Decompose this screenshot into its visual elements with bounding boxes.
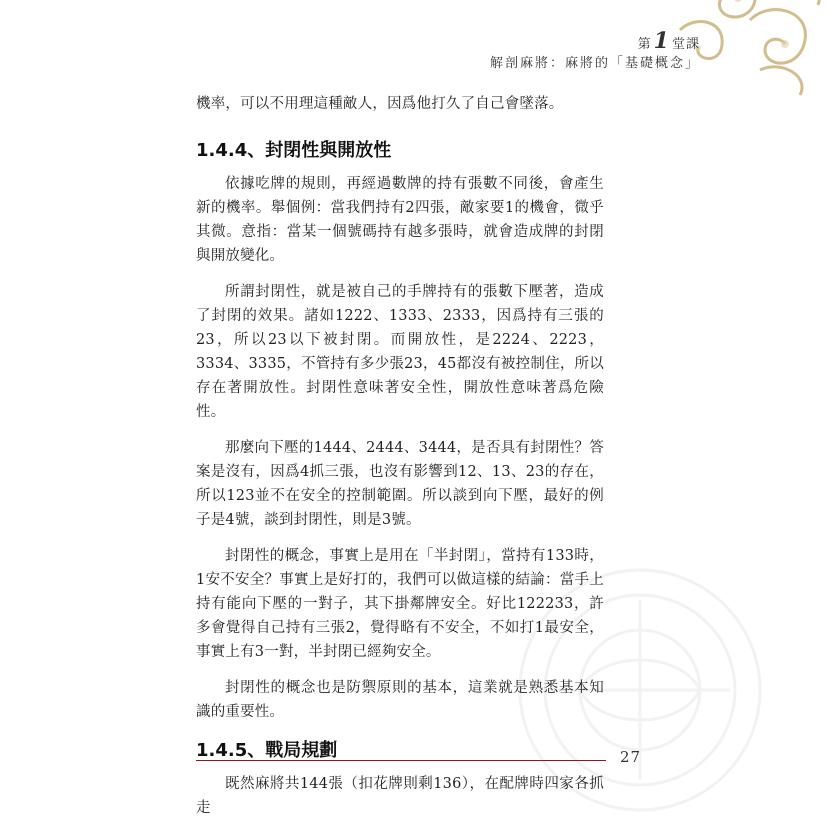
chapter-header [490, 28, 700, 72]
opening-paragraph: 機率，可以不用理這種敵人，因爲他打久了自己會墜落。 [196, 96, 564, 112]
chapter-title [490, 28, 700, 54]
section-heading-1-4-4: 1.4.4、封閉性與開放性 [196, 140, 392, 161]
page-number: 27 [620, 748, 642, 766]
paragraph: 那麼向下壓的1444、2444、3444，是否具有封閉性？答案是沒有，因爲4抓三張，也沒有影響到12、13、23的存在，所以123並不在安全的控制範圍。所以談到向下壓，最好的例子是4號，談到封閉性，則是3號。 [196, 440, 604, 528]
chapter-number: 1 [653, 28, 670, 54]
paragraph: 封閉性的概念也是防禦原則的基本，這業就是熟悉基本知識的重要性。 [196, 680, 604, 720]
chapter-prefix: 第 [637, 37, 652, 52]
chapter-subtitle: 解剖麻將：麻將的「基礎概念」 [489, 56, 700, 72]
section-heading-1-4-5: 1.4.5、戰局規劃 [196, 740, 338, 761]
paragraph: 既然麻將共144張（扣花牌則剩136），在配牌時四家各抓走 [196, 776, 604, 816]
footer-rule [196, 760, 606, 761]
paragraph: 所謂封閉性，就是被自己的手牌持有的張數下壓著，造成了封閉的效果。諸如1222、1333、2333，因爲持有三張的23，所以23以下被封閉。而開放性，是2224、2223，3334、3335，不管持有多少張23，45都沒有被控制住，所以存在著開放性。封閉性意味著安全性，開放性意味著爲危險性。 [196, 284, 604, 420]
chapter-suffix: 堂課 [671, 37, 700, 52]
paragraph: 封閉性的概念，事實上是用在「半封閉」，當持有133時，1安不安全？事實上是好打的，我們可以做這樣的結論：當手上持有能向下壓的一對子，其下掛鄰牌安全。好比122233，許多會覺得自己持有三張2，覺得略有不安全，不如打1最安全，事實上有3一對，半封閉已經夠安全。 [196, 548, 604, 660]
paragraph: 依據吃牌的規則，再經過數牌的持有張數不同後，會產生新的機率。舉個例：當我們持有2四張，敵家要1的機會，微乎其微。意指：當某一個號碼持有越多張時，就會造成牌的封閉與開放變化。 [196, 176, 604, 264]
page-content [196, 92, 604, 832]
